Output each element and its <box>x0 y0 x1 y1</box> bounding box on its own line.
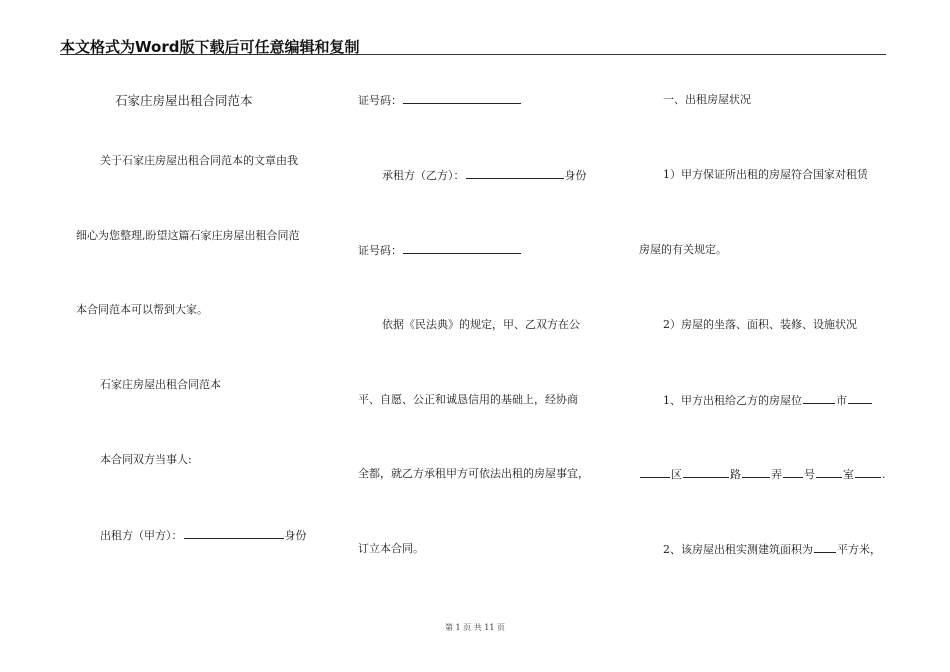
location-line-1 <box>663 393 873 408</box>
contract-subtitle: 石家庄房屋出租合同范本 <box>100 378 221 391</box>
cert-blank-2 <box>403 243 521 254</box>
district-prefix-blank <box>848 393 872 404</box>
parties-heading: 本合同双方当事人: <box>100 453 192 466</box>
cert-label-1: 证号码： <box>358 94 402 107</box>
area-unit: 平方米， <box>837 543 881 556</box>
cert-line-2 <box>358 243 522 258</box>
basis-line-3: 全都，就乙方承租甲方可依法出租的房屋事宜， <box>358 467 589 480</box>
basis-line-2: 平、自愿、公正和诚恳信用的基础上，经协商 <box>358 393 578 406</box>
cert-label-2: 证号码： <box>358 244 402 257</box>
location-line-2: 区 路 弄 号 室 . <box>639 467 886 482</box>
road-blank <box>683 467 729 478</box>
lessee-id-label: 身份 <box>564 169 587 182</box>
room-trailing-blank <box>855 467 881 478</box>
lessee-line <box>382 168 587 183</box>
district-blank <box>640 467 670 478</box>
lane-blank <box>742 467 770 478</box>
lessor-name-blank <box>184 528 284 539</box>
lessee-name-blank <box>466 168 564 179</box>
item-2-heading: 2）房屋的坐落、面积、装修、设施状况 <box>663 318 857 331</box>
room-blank <box>816 467 842 478</box>
intro-line-2: 细心为您整理,盼望这篇石家庄房屋出租合同范 <box>76 229 300 242</box>
district-label: 区 <box>671 468 682 481</box>
lessee-label: 承租方（乙方）： <box>382 169 465 182</box>
cert-blank-1 <box>403 93 521 104</box>
section-heading-1: 一、出租房屋状况 <box>663 93 751 106</box>
number-blank <box>783 467 803 478</box>
basis-line-1: 依据《民法典》的规定，甲、乙双方在公 <box>382 318 580 331</box>
area-label: 2、该房屋出租实测建筑面积为 <box>663 543 813 556</box>
basis-line-4: 订立本合同。 <box>358 542 424 555</box>
lessor-id-label: 身份 <box>284 529 307 542</box>
area-line <box>663 542 881 557</box>
document-header: 本文格式为Word版下载后可任意编辑和复制 <box>60 38 360 56</box>
lessor-label: 出租方（甲方）： <box>100 529 183 542</box>
lane-label: 弄 <box>771 468 782 481</box>
header-divider <box>60 54 886 55</box>
item-1-line-2: 房屋的有关规定。 <box>639 243 727 256</box>
page-number: 第 1 页 共 11 页 <box>445 623 505 632</box>
road-label: 路 <box>730 468 741 481</box>
lessor-line <box>100 528 307 543</box>
intro-line-1: 关于石家庄房屋出租合同范本的文章由我 <box>100 154 298 167</box>
intro-line-3: 本合同范本可以帮到大家。 <box>76 303 208 316</box>
item-1-line-1: 1）甲方保证所出租的房屋符合国家对租赁 <box>663 168 868 181</box>
room-label: 室 <box>843 468 854 481</box>
city-label: 市 <box>836 394 847 407</box>
cert-line-1 <box>358 93 522 108</box>
contract-title: 石家庄房屋出租合同范本 <box>115 93 253 108</box>
number-label: 号 <box>804 468 815 481</box>
area-blank <box>814 542 836 553</box>
location-label: 1、甲方出租给乙方的房屋位 <box>663 394 802 407</box>
city-blank <box>803 393 835 404</box>
